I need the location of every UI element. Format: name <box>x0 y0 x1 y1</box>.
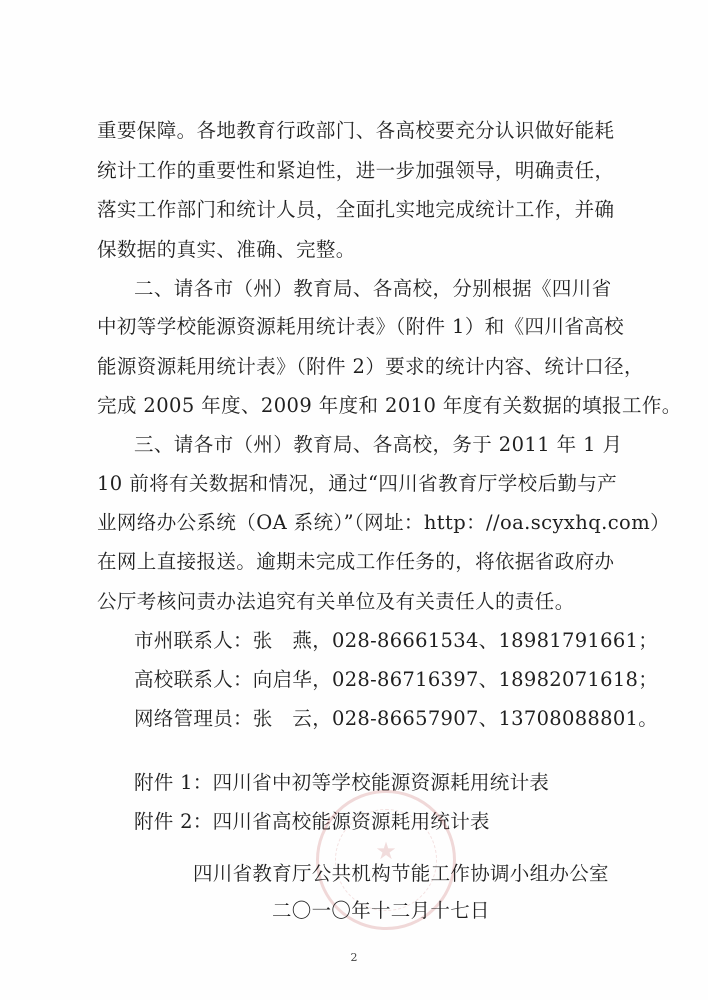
contact-university: 高校联系人：向启华，028-86716397、18982071618； <box>134 668 659 691</box>
paragraph-3-line-4: 在网上直接报送。逾期未完成工作任务的，将依据省政府办 <box>97 550 615 573</box>
paragraph-3-line-1: 三、请各市（州）教育局、各高校，务于 2011 年 1 月 <box>134 433 623 456</box>
issuing-office: 四川省教育厅公共机构节能工作协调小组办公室 <box>193 862 609 885</box>
issue-date: 二〇一〇年十二月十七日 <box>272 899 490 922</box>
paragraph-3-line-5: 公厅考核问责办法追究有关单位及有关责任人的责任。 <box>97 590 575 613</box>
official-seal-stamp: ★ <box>316 790 456 930</box>
paragraph-2-line-2: 中初等学校能源资源耗用统计表》（附件 1）和《四川省高校 <box>97 315 625 338</box>
page-number: 2 <box>350 951 358 964</box>
paragraph-1-line-2: 统计工作的重要性和紧迫性，进一步加强领导，明确责任， <box>97 159 615 182</box>
paragraph-3-line-3: 业网络办公系统（OA 系统）”（网址：http：//oa.scyxhq.com） <box>97 511 670 534</box>
paragraph-2-line-4: 完成 2005 年度、2009 年度和 2010 年度有关数据的填报工作。 <box>97 394 682 417</box>
contact-city: 市州联系人：张 燕，028-86661534、18981791661； <box>134 629 659 652</box>
attachment-1: 附件 1：四川省中初等学校能源资源耗用统计表 <box>134 771 550 794</box>
paragraph-1-line-1: 重要保障。各地教育行政部门、各高校要充分认识做好能耗 <box>97 119 615 142</box>
paragraph-1-line-4: 保数据的真实、准确、完整。 <box>97 238 356 261</box>
paragraph-2-line-1: 二、请各市（州）教育局、各高校，分别根据《四川省 <box>134 277 612 300</box>
paragraph-3-line-2: 10 前将有关数据和情况，通过“四川省教育厅学校后勤与产 <box>97 472 618 495</box>
attachment-2: 附件 2：四川省高校能源资源耗用统计表 <box>134 810 490 833</box>
paragraph-2-line-3: 能源资源耗用统计表》（附件 2）要求的统计内容、统计口径， <box>97 355 644 378</box>
contact-network-admin: 网络管理员：张 云，028-86657907、13708088801。 <box>134 707 659 730</box>
paragraph-1-line-3: 落实工作部门和统计人员，全面扎实地完成统计工作，并确 <box>97 198 615 221</box>
